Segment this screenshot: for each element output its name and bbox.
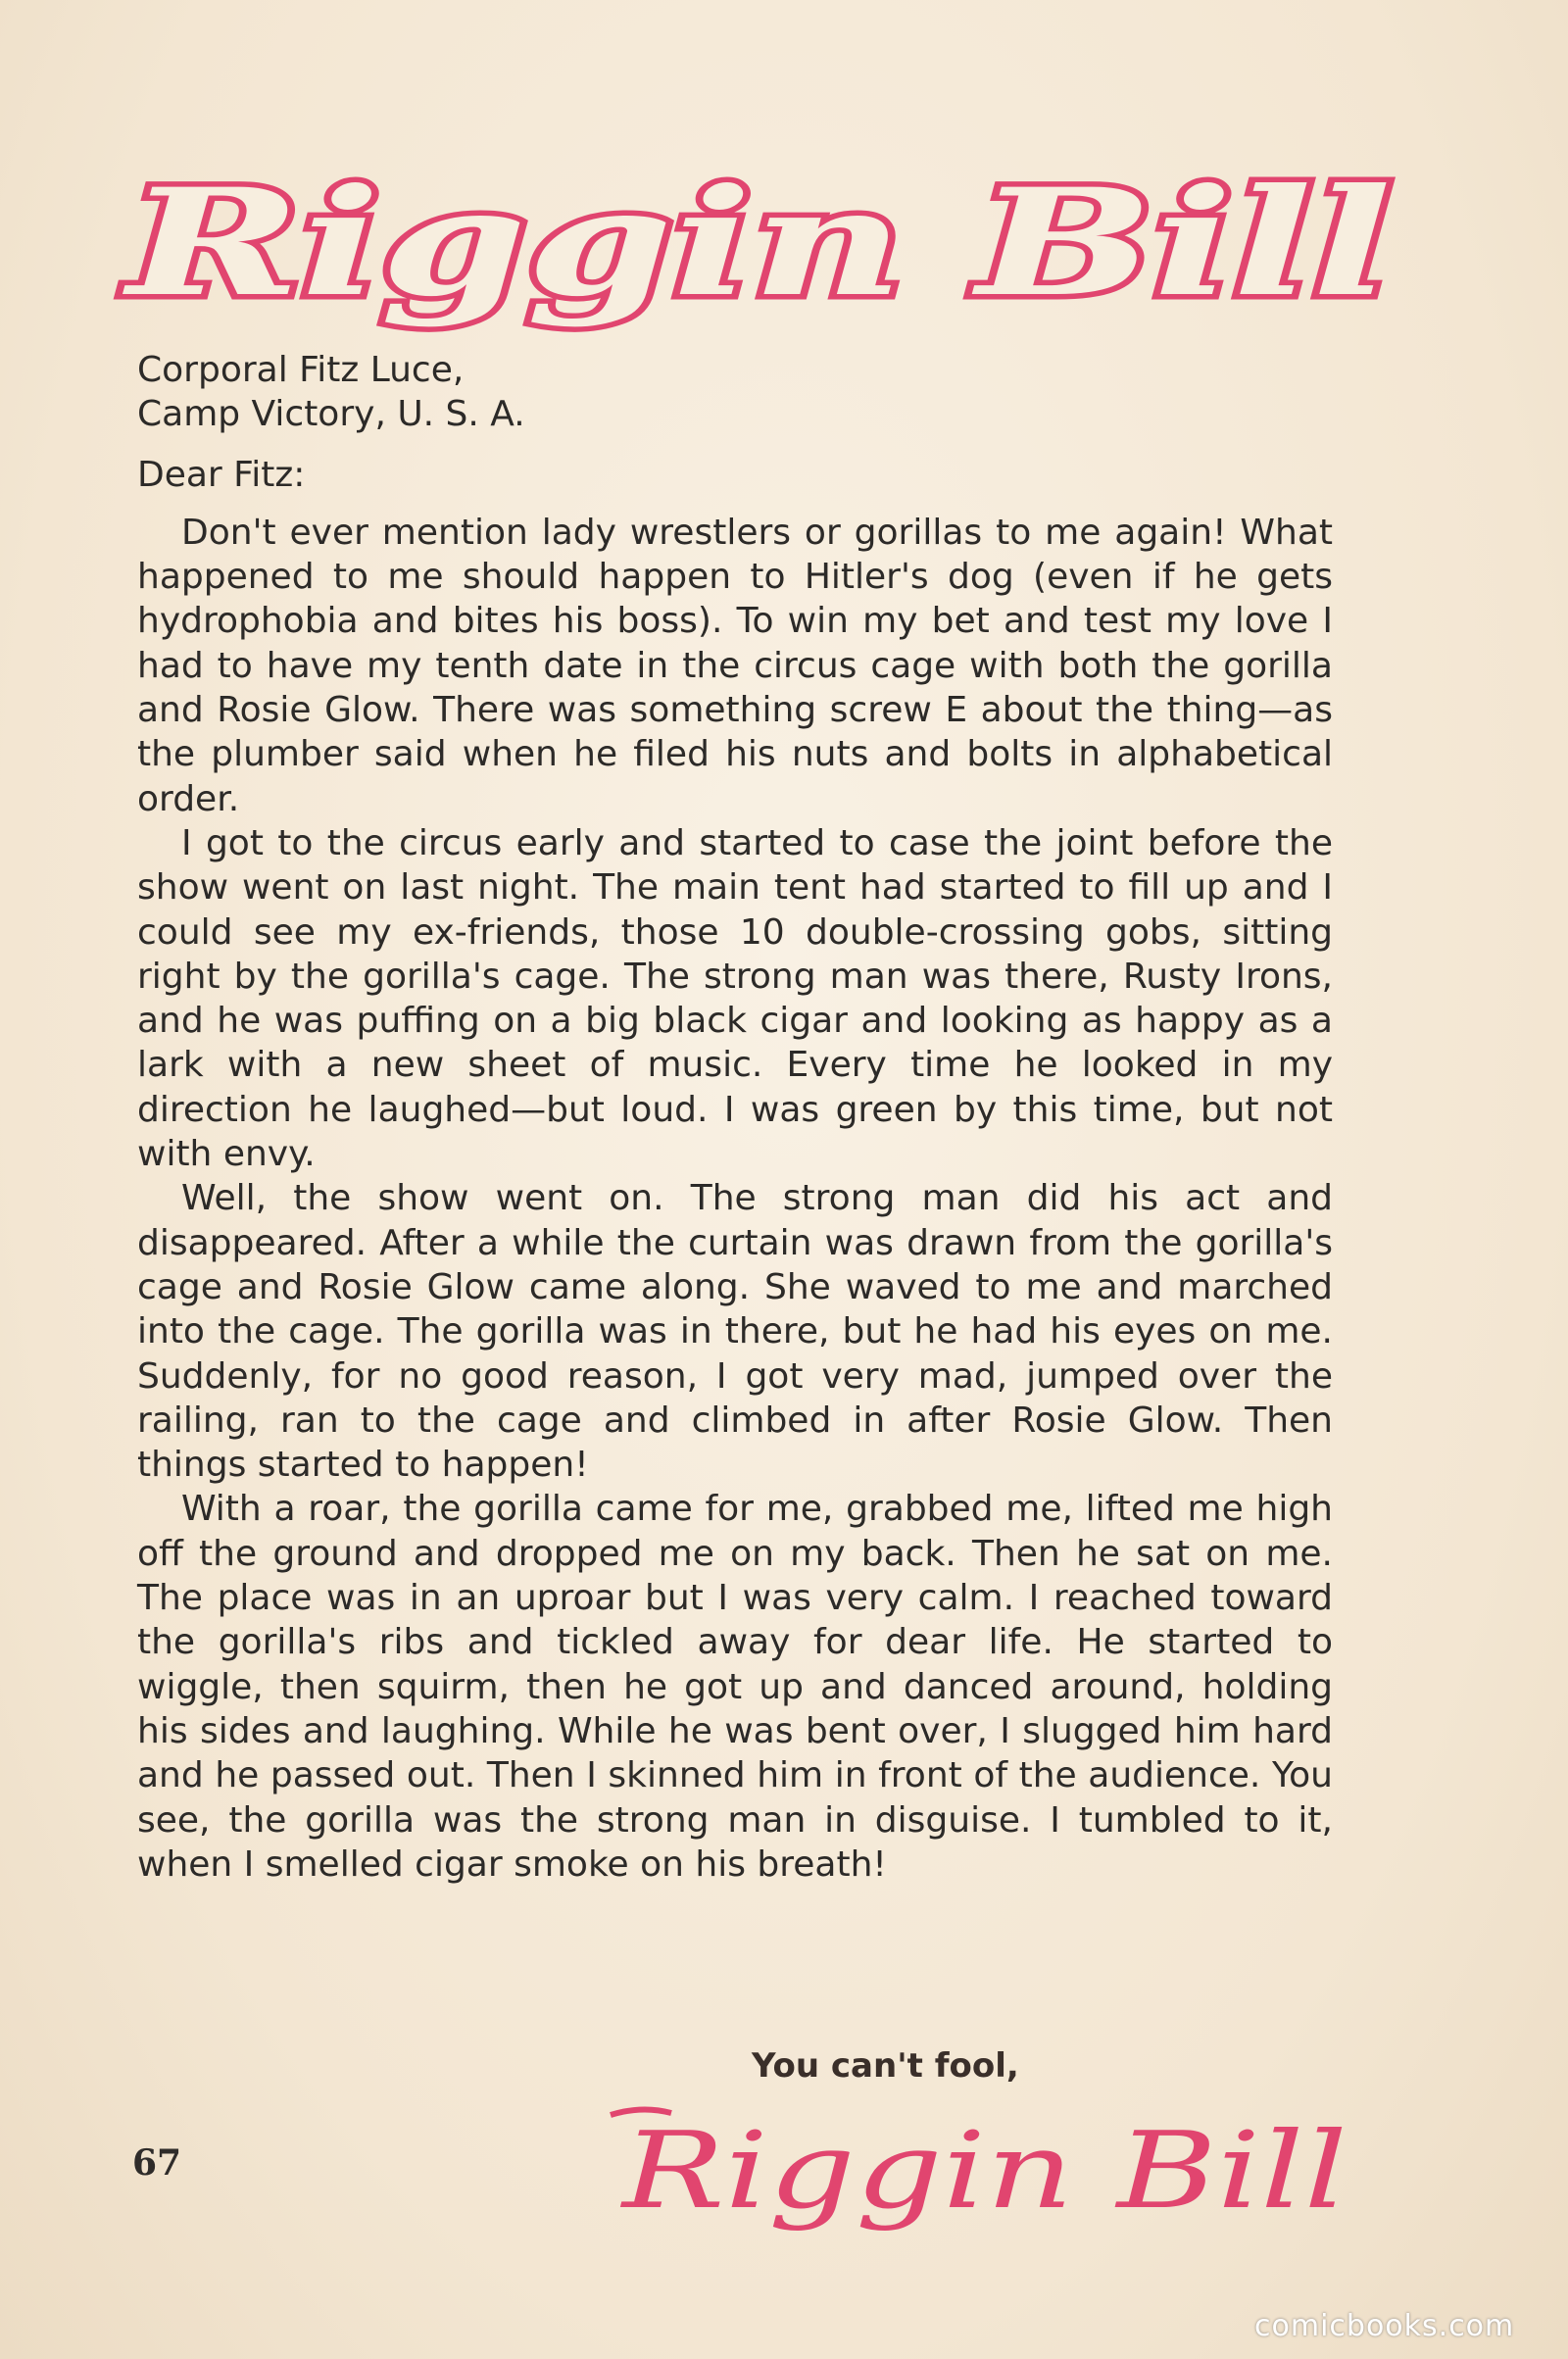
paragraph-4: With a roar, the gorilla came for me, grabbed me, lifted me high off the ground and dropped me on my back. Then he sat on me. The place was in an uproar but I was very calm. I reached toward the gorilla's ribs and tickled away for dear life. He started to wiggle, then squirm, then he got up and danced around, holding his sides and laughing. While he was bent over, I slugged him hard and he passed out. Then I skinned him in front of the audience. You see, the gorilla was the strong man in disguise. I tumbled to it, when I smelled cigar smoke on his breath! [137,1489,1333,1885]
page-number: 67 [132,2142,182,2184]
salutation: Dear Fitz: [137,454,306,495]
signature [603,2097,1367,2244]
signature-lettering [603,2097,1367,2244]
paragraph-2: I got to the circus early and started to case the joint before the show went on last night. The main tent had started to fill up and I could see my ex-friends, those 10 double-crossing gobs, sitting right by the gorilla's cage. The strong man was there, Rusty Irons, and he was puffing on a big black cigar and looking as happy as a lark with a new sheet of music. Every time he looked in my direction he laughed—but loud. I was green by this time, but not with envy. [137,822,1333,1175]
paragraph-3: Well, the show went on. The strong man did his act and disappeared. After a while the curtain was drawn from the gorilla's cage and Rosie Glow came along. She waved to me and marched into the cage. The gorilla was in there, but he had his eyes on me. Suddenly, for no good reason, I got very mad, jumped over the railing, ran to the cage and climbed in after Rosie Glow. Then things started to happen! [137,1178,1333,1486]
watermark: comicbooks.com [1254,2309,1515,2343]
letter-body [137,348,1333,1887]
paragraph-1: Don't ever mention lady wrestlers or gorillas to me again! What happened to me should happen to Hitler's dog (even if he gets hydrophobia and bites his boss). To win my bet and test my love I had to have my tenth date in the circus cage with both the gorilla and Rosie Glow. There was something screw E about the thing—as the plumber said when he filed his nuts and bolts in alphabetical order. [137,512,1333,819]
page-title [108,147,1411,343]
svg-text:Riggin Bill: Riggin Bill [619,2110,1348,2233]
title-lettering [108,147,1411,343]
address-line-2: Camp Victory, U. S. A. [137,394,525,435]
svg-text:Riggin Bill: Riggin Bill [122,157,1392,329]
address-line-1: Corporal Fitz Luce, [137,350,465,390]
closing-line: You can't fool, [752,2046,1019,2086]
